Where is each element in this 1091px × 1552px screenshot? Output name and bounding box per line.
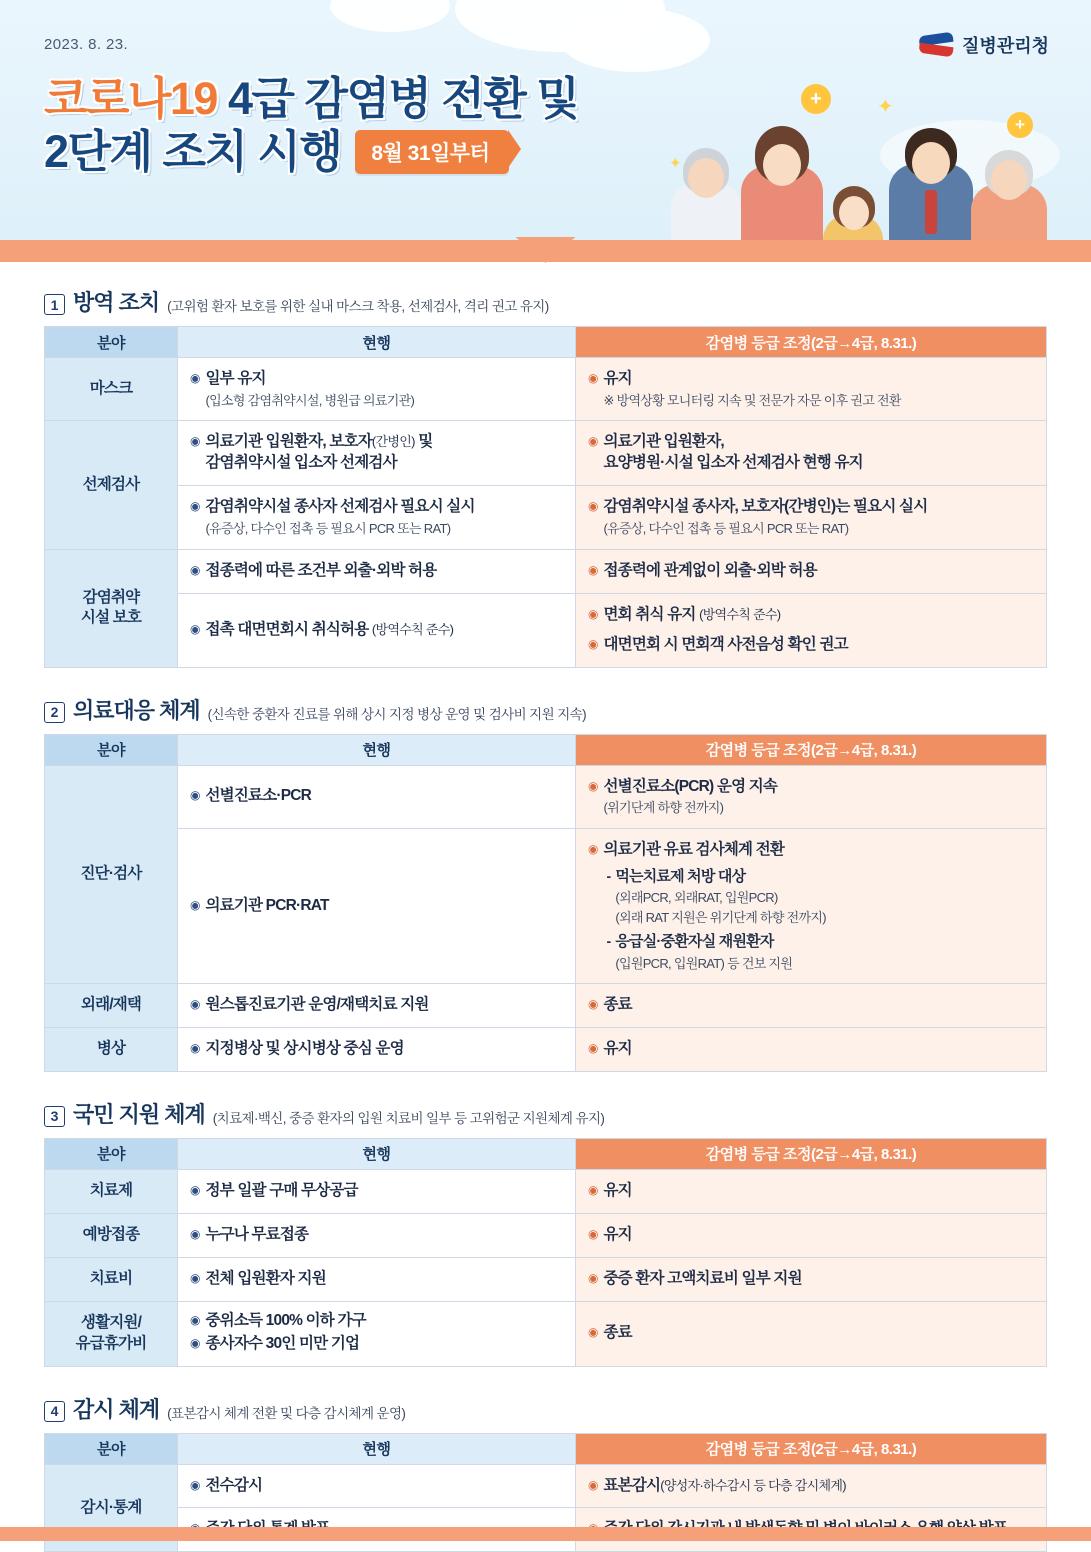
plus-icon: + xyxy=(1007,112,1033,138)
item-text: 유지 ※ 방역상황 모니터링 지속 및 전문가 자문 이후 권고 전환 xyxy=(603,370,901,408)
page-title xyxy=(44,72,578,178)
section-number: 3 xyxy=(44,1106,65,1127)
cell-current xyxy=(178,1301,576,1366)
list-item xyxy=(588,432,1034,474)
section-header xyxy=(44,694,1047,725)
cell-new xyxy=(576,358,1047,421)
sub-list-item xyxy=(603,867,825,926)
section-number: 2 xyxy=(44,702,65,723)
bullet-icon: ◉ xyxy=(190,621,201,636)
sub-list-item xyxy=(603,932,825,972)
bullet-icon: ◉ xyxy=(588,1182,599,1197)
item-text: 의료기관 PCR·RAT xyxy=(205,896,329,914)
column-header-current: 현행 xyxy=(178,1138,576,1169)
column-header-field: 분야 xyxy=(45,1433,178,1464)
list-item xyxy=(588,840,1034,972)
item-text: 유지 xyxy=(603,1181,632,1199)
bullet-icon: ◉ xyxy=(190,371,201,385)
row-field-vaccination: 예방접종 xyxy=(45,1213,178,1257)
table-row xyxy=(45,1028,1047,1072)
section-public-support xyxy=(44,1098,1047,1367)
item-text: 의료기관 유료 검사체계 전환 - 먹는치료제 처방 대상 (외래PCR, 외래RAT, 입원PCR) (외래 RAT 지원은 위기단계 하향 전까지) - 응급실·중환자실 재원환자 (입원PCR, 입원RAT) 등 건보 지원 xyxy=(603,841,826,971)
title-line-2: 2단계 조치 시행 xyxy=(44,126,342,178)
cell-new xyxy=(576,1464,1047,1508)
item-text: 중위소득 100% 이하 가구 xyxy=(205,1311,366,1329)
item-subtext: (유증상, 다수인 접촉 등 필요시 PCR 또는 RAT) xyxy=(205,521,451,537)
section-number: 4 xyxy=(44,1401,65,1422)
table-row xyxy=(45,1169,1047,1213)
column-header-current: 현행 xyxy=(178,734,576,765)
list-item xyxy=(588,1225,1034,1246)
cell-new xyxy=(576,1213,1047,1257)
item-subtext: (위기단계 하향 전까지) xyxy=(603,800,724,816)
item-text: 유지 xyxy=(603,1225,632,1243)
column-header-current: 현행 xyxy=(178,1433,576,1464)
item-text: 일부 유지 (입소형 감염취약시설, 병원급 의료기관) xyxy=(205,370,415,408)
column-header-new: 감염병 등급 조정(2급→4급, 8.31.) xyxy=(576,734,1047,765)
item-text: 정부 일괄 구매 무상공급 xyxy=(205,1181,358,1199)
people-illustration xyxy=(649,66,1069,262)
item-text: 접촉 대면면회시 취식허용 (방역수칙 준수) xyxy=(205,620,454,638)
bullet-icon: ◉ xyxy=(190,499,201,514)
bullet-icon: ◉ xyxy=(190,997,201,1012)
cell-current xyxy=(178,984,576,1028)
item-text: 접종력에 관계없이 외출·외박 허용 xyxy=(603,561,817,579)
poster-body xyxy=(0,262,1091,1552)
cell-new xyxy=(576,549,1047,593)
item-subtext: (유증상, 다수인 접촉 등 필요시 PCR 또는 RAT) xyxy=(603,521,849,537)
person-necktie xyxy=(925,190,937,234)
cell-new xyxy=(576,829,1047,984)
item-text: 감염취약시설 종사자, 보호자(간병인)는 필요시 실시 (유증상, 다수인 접촉 등 필요시 PCR 또는 RAT) xyxy=(603,498,928,537)
item-text: 선별진료소·PCR xyxy=(205,787,312,805)
publish-date: 2023. 8. 23. xyxy=(44,36,129,53)
item-text: 유지 xyxy=(603,1040,632,1057)
title-line-1-rest: 4급 감염병 전환 및 xyxy=(216,73,579,124)
list-item xyxy=(190,1311,563,1332)
list-item xyxy=(588,1039,1034,1060)
bullet-icon: ◉ xyxy=(190,1182,201,1197)
cell-new xyxy=(576,486,1047,549)
list-item xyxy=(190,1181,563,1202)
bullet-icon: ◉ xyxy=(190,1270,201,1285)
cell-current xyxy=(178,486,576,549)
cell-new xyxy=(576,1169,1047,1213)
row-field-therapeutics: 치료제 xyxy=(45,1169,178,1213)
table-row xyxy=(45,765,1047,828)
bullet-icon: ◉ xyxy=(190,434,201,449)
table-row xyxy=(45,984,1047,1028)
table-header-row xyxy=(45,734,1047,765)
item-text: 의료기관 입원환자, 보호자(간병인) 및 감염취약시설 입소자 선제검사 xyxy=(205,433,433,472)
list-item xyxy=(190,786,563,807)
section-medical-response xyxy=(44,694,1047,1072)
table-row xyxy=(45,593,1047,667)
list-item xyxy=(190,1039,563,1060)
cell-current xyxy=(178,1257,576,1301)
comparison-table xyxy=(44,326,1047,668)
column-header-new: 감염병 등급 조정(2급→4급, 8.31.) xyxy=(576,1433,1047,1464)
list-item xyxy=(588,369,1034,409)
cell-current xyxy=(178,829,576,984)
cell-new xyxy=(576,1301,1047,1366)
comparison-table xyxy=(44,1138,1047,1367)
table-row xyxy=(45,1213,1047,1257)
taegeuk-icon xyxy=(919,28,953,62)
cell-current xyxy=(178,421,576,486)
section-subtitle: (신속한 중환자 진료를 위해 상시 지정 병상 운영 및 검사비 지원 지속) xyxy=(207,706,586,722)
list-item xyxy=(588,561,1034,582)
sub-item-text: 먹는치료제 처방 대상 (외래PCR, 외래RAT, 입원PCR) (외래 RAT 지원은 위기단계 하향 전까지) xyxy=(615,867,826,925)
table-row xyxy=(45,1301,1047,1366)
bullet-icon: ◉ xyxy=(190,1335,201,1350)
column-header-new: 감염병 등급 조정(2급→4급, 8.31.) xyxy=(576,327,1047,358)
item-text: 선별진료소(PCR) 운영 지속 (위기단계 하향 전까지) xyxy=(603,777,778,816)
cell-new xyxy=(576,984,1047,1028)
item-text: 면회 취식 유지 (방역수칙 준수) xyxy=(603,605,781,623)
title-line-1 xyxy=(44,72,578,125)
comparison-table xyxy=(44,734,1047,1072)
list-item xyxy=(588,777,1034,817)
column-header-new: 감염병 등급 조정(2급→4급, 8.31.) xyxy=(576,1138,1047,1169)
table-row xyxy=(45,421,1047,486)
row-field-beds: 병상 xyxy=(45,1028,178,1072)
bullet-icon: ◉ xyxy=(190,1041,201,1055)
row-field-living-support: 생활지원/ 유급휴가비 xyxy=(45,1301,178,1366)
bullet-icon: ◉ xyxy=(190,897,201,912)
row-field-outpatient-home: 외래/재택 xyxy=(45,984,178,1028)
section-subtitle: (고위험 환자 보호를 위한 실내 마스크 착용, 선제검사, 격리 권고 유지) xyxy=(167,299,549,314)
bullet-icon: ◉ xyxy=(588,371,599,385)
dash-icon: - xyxy=(606,933,611,950)
item-text: 전수감시 xyxy=(205,1476,263,1494)
agency-logo xyxy=(919,28,1049,62)
list-item xyxy=(190,497,563,537)
item-subtext: (입소형 감염취약시설, 병원급 의료기관) xyxy=(205,392,415,408)
section-number: 1 xyxy=(44,294,65,315)
list-item xyxy=(588,497,1034,537)
bullet-icon: ◉ xyxy=(588,842,599,857)
column-header-current: 현행 xyxy=(178,327,576,358)
table-row xyxy=(45,358,1047,421)
bullet-icon: ◉ xyxy=(588,606,599,621)
plus-icon: + xyxy=(801,84,831,114)
list-item xyxy=(588,995,1034,1016)
row-field-surveillance-stats: 감시·통계 xyxy=(45,1464,178,1552)
column-header-field: 분야 xyxy=(45,734,178,765)
cell-current xyxy=(178,549,576,593)
column-header-field: 분야 xyxy=(45,1138,178,1169)
cell-current xyxy=(178,358,576,421)
sub-item-text: 응급실·중환자실 재원환자 (입원PCR, 입원RAT) 등 건보 지원 xyxy=(615,933,793,971)
row-field-preemptive-test: 선제검사 xyxy=(45,421,178,549)
title-accent: 코로나19 xyxy=(44,73,217,124)
agency-name: 질병관리청 xyxy=(962,36,1049,56)
row-field-mask: 마스크 xyxy=(45,358,178,421)
item-text: 대면면회 시 면회객 사전음성 확인 권고 xyxy=(603,635,848,653)
list-item xyxy=(190,1334,563,1355)
list-item xyxy=(190,1476,563,1497)
section-title: 의료대응 체계 xyxy=(73,697,200,723)
cloud-decoration xyxy=(330,0,450,32)
bullet-icon: ◉ xyxy=(588,499,599,514)
cell-new xyxy=(576,1028,1047,1072)
item-text: 중증 환자 고액치료비 일부 지원 xyxy=(603,1269,802,1287)
cloud-decoration xyxy=(560,8,710,72)
person-head xyxy=(688,158,724,198)
table-header-row xyxy=(45,1433,1047,1464)
person-head xyxy=(763,144,801,186)
section-title: 감시 체계 xyxy=(73,1396,160,1422)
person-head xyxy=(839,196,869,230)
list-item xyxy=(588,1181,1034,1202)
item-text: 종료 xyxy=(603,1324,632,1342)
bullet-icon: ◉ xyxy=(588,778,599,793)
list-item xyxy=(190,620,563,641)
bullet-icon: ◉ xyxy=(190,1312,201,1327)
table-row xyxy=(45,829,1047,984)
table-row xyxy=(45,1464,1047,1508)
bullet-icon: ◉ xyxy=(190,562,201,577)
column-header-field: 분야 xyxy=(45,327,178,358)
section-quarantine-measures xyxy=(44,286,1047,668)
row-field-vulnerable-facility: 감염취약 시설 보호 xyxy=(45,549,178,667)
section-subtitle: (표본감시 체계 전환 및 다층 감시체계 운영) xyxy=(167,1405,406,1421)
cell-new xyxy=(576,593,1047,667)
table-row xyxy=(45,549,1047,593)
section-header xyxy=(44,1393,1047,1424)
section-header xyxy=(44,1098,1047,1129)
list-item xyxy=(190,432,563,474)
list-item xyxy=(588,1323,1034,1344)
list-item xyxy=(190,561,563,582)
table-header-row xyxy=(45,1138,1047,1169)
person-head xyxy=(991,160,1027,200)
row-field-treatment-cost: 치료비 xyxy=(45,1257,178,1301)
cell-current xyxy=(178,593,576,667)
effective-date-badge: 8월 31일부터 xyxy=(355,130,509,174)
cell-current xyxy=(178,765,576,828)
list-item xyxy=(190,1225,563,1246)
person-head xyxy=(912,142,950,184)
bullet-icon: ◉ xyxy=(588,1226,599,1241)
bullet-icon: ◉ xyxy=(588,562,599,577)
cell-current xyxy=(178,1028,576,1072)
dash-icon: - xyxy=(606,867,611,884)
cell-new xyxy=(576,1257,1047,1301)
item-text: 전체 입원환자 지원 xyxy=(205,1269,326,1287)
poster-header xyxy=(0,0,1091,262)
bullet-icon: ◉ xyxy=(588,1270,599,1285)
bullet-icon: ◉ xyxy=(588,1477,599,1492)
section-title: 국민 지원 체계 xyxy=(73,1101,205,1127)
cell-current xyxy=(178,1213,576,1257)
list-item xyxy=(190,896,563,917)
bullet-icon: ◉ xyxy=(588,636,599,651)
cell-current xyxy=(178,1464,576,1508)
item-text: 감염취약시설 종사자 선제검사 필요시 실시 (유증상, 다수인 접촉 등 필요시 PCR 또는 RAT) xyxy=(205,498,475,537)
item-subtext: ※ 방역상황 모니터링 지속 및 전문가 자문 이후 권고 전환 xyxy=(603,392,901,408)
bullet-icon: ◉ xyxy=(190,1226,201,1241)
bullet-icon: ◉ xyxy=(190,1477,201,1492)
list-item xyxy=(588,1269,1034,1290)
list-item xyxy=(190,1269,563,1290)
item-text: 종료 xyxy=(603,996,632,1014)
footer-bar xyxy=(0,1527,1091,1541)
item-text: 종사자수 30인 미만 기업 xyxy=(205,1334,360,1352)
item-text: 표본감시(양성자·하수감시 등 다층 감시체계) xyxy=(603,1476,846,1494)
list-item xyxy=(190,995,563,1016)
cell-new xyxy=(576,421,1047,486)
list-item xyxy=(190,369,563,409)
item-text: 의료기관 입원환자, 요양병원·시설 입소자 선제검사 현행 유지 xyxy=(603,433,863,472)
cell-current xyxy=(178,1169,576,1213)
list-item xyxy=(588,605,1034,626)
item-text: 원스톱진료기관 운영/재택치료 지원 xyxy=(205,996,429,1014)
item-text: 접종력에 따른 조건부 외출·외박 허용 xyxy=(205,561,437,579)
cell-new xyxy=(576,765,1047,828)
table-row xyxy=(45,486,1047,549)
bullet-icon: ◉ xyxy=(588,1325,599,1340)
table-row xyxy=(45,1257,1047,1301)
section-header xyxy=(44,286,1047,317)
sparkle-icon: ✦ xyxy=(877,96,894,118)
bullet-icon: ◉ xyxy=(588,997,599,1012)
section-title: 방역 조치 xyxy=(73,290,160,315)
list-item xyxy=(588,635,1034,656)
list-item xyxy=(588,1476,1034,1497)
bullet-icon: ◉ xyxy=(588,1041,599,1055)
sparkle-icon: ✦ xyxy=(669,155,682,172)
row-field-diagnosis-test: 진단·검사 xyxy=(45,765,178,984)
item-text: 누구나 무료접종 xyxy=(205,1225,309,1243)
item-text: 지정병상 및 상시병상 중심 운영 xyxy=(205,1040,404,1057)
bullet-icon: ◉ xyxy=(190,788,201,803)
section-subtitle: (치료제·백신, 중증 환자의 입원 치료비 일부 등 고위험군 지원체계 유지) xyxy=(212,1110,605,1126)
bullet-icon: ◉ xyxy=(588,434,599,449)
table-header-row xyxy=(45,327,1047,358)
